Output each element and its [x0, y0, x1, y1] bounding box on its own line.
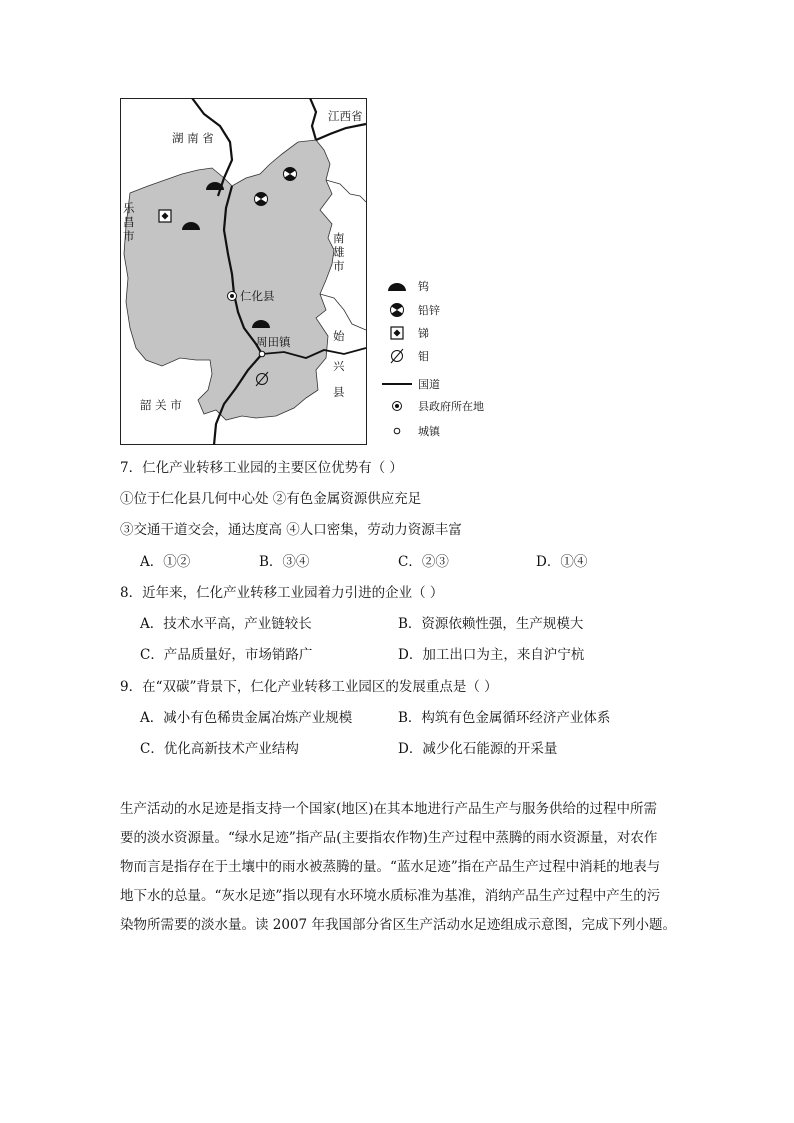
label-lechang-1: 乐 [123, 201, 135, 215]
question-7-option-c[interactable]: C．②③ [398, 554, 449, 570]
renhua-map [120, 98, 367, 445]
question-8-option-d[interactable]: D．加工出口为主，来自沪宁杭 [398, 647, 585, 663]
antimony-icon [390, 326, 404, 340]
label-zhoutian: 周田镇 [256, 335, 291, 349]
lead-zinc-icon [389, 302, 405, 318]
passage [120, 795, 680, 940]
legend-item-lead-zinc [382, 300, 440, 320]
label-shixing-3: 县 [333, 385, 345, 399]
question-7-item-2: ③交通干道交会，通达度高 ④人口密集，劳动力资源丰富 [120, 522, 462, 538]
molybdenum-icon [389, 348, 405, 364]
national-road-icon [382, 381, 412, 387]
passage-line: 物而言是指存在于土壤中的雨水被蒸腾的量。“蓝水足迹”指在产品生产过程中消耗的地表与 [120, 859, 661, 875]
legend-label: 国道 [418, 378, 440, 391]
label-renhua: 仁化县 [240, 289, 275, 303]
question-8-option-c[interactable]: C．产品质量好，市场销路广 [140, 647, 313, 663]
county-seat-dot [230, 294, 234, 298]
town-icon [259, 351, 265, 357]
label-jiangxi: 江西省 [328, 109, 363, 123]
label-nanxiong-3: 市 [333, 259, 345, 273]
question-7-item-1: ①位于仁化县几何中心处 ②有色金属资源供应充足 [120, 491, 422, 507]
tungsten-icon [386, 280, 408, 292]
passage-line: 要的淡水资源量。“绿水足迹”指产品(主要指农作物)生产过程中蒸腾的雨水资源量，对农作 [120, 830, 658, 846]
legend-item-antimony [382, 323, 429, 343]
label-hunan: 湖 南 省 [172, 131, 214, 145]
legend-item-national-road [382, 374, 440, 394]
passage-line: 生产活动的水足迹是指支持一个国家(地区)在其本地进行产品生产与服务供给的过程中所需 [120, 801, 658, 817]
question-9-option-d[interactable]: D．减少化石能源的开采量 [398, 741, 558, 757]
legend-item-county-seat [382, 396, 484, 416]
legend-label: 县政府所在地 [418, 400, 484, 413]
lead-zinc-icon [284, 167, 297, 180]
legend-item-tungsten [382, 276, 429, 296]
map-legend [382, 276, 522, 441]
label-shixing-2: 兴 [333, 359, 345, 373]
legend-label: 钼 [418, 350, 429, 363]
question-7-option-d[interactable]: D．①④ [536, 554, 588, 570]
legend-label: 锑 [418, 327, 429, 340]
question-7-stem: 7．仁化产业转移工业园的主要区位优势有（ ） [120, 460, 403, 476]
county-seat-icon [391, 400, 403, 412]
question-8-option-b[interactable]: B．资源依赖性强，生产规模大 [398, 616, 584, 632]
question-9-option-c[interactable]: C．优化高新技术产业结构 [140, 741, 299, 757]
question-9-option-a[interactable]: A．减小有色稀贵金属冶炼产业规模 [140, 710, 353, 726]
passage-line: 地下水的总量。“灰水足迹”指以现有水环境水质标准为基准，消纳产品生产过程中产生的污 [120, 888, 661, 904]
passage-line: 染物所需要的淡水量。读 2007 年我国部分省区生产活动水足迹组成示意图，完成下列小题。 [120, 917, 676, 933]
legend-item-molybdenum [382, 346, 429, 366]
legend-label: 城镇 [418, 425, 440, 438]
lead-zinc-icon [255, 192, 268, 205]
label-lechang-3: 市 [123, 229, 135, 243]
label-shixing-1: 始 [333, 329, 345, 343]
label-lechang-2: 昌 [123, 215, 135, 229]
town-icon [392, 426, 402, 436]
question-8-stem: 8．近年来，仁化产业转移工业园着力引进的企业（ ） [120, 585, 444, 601]
question-9-stem: 9．在“双碳”背景下，仁化产业转移工业园区的发展重点是（ ） [120, 679, 498, 695]
question-8-option-a[interactable]: A．技术水平高，产业链较长 [140, 616, 312, 632]
label-nanxiong-1: 南 [333, 231, 345, 245]
question-7-option-a[interactable]: A．①② [140, 554, 191, 570]
legend-label: 钨 [418, 280, 429, 293]
question-9-option-b[interactable]: B．构筑有色金属循环经济产业体系 [398, 710, 611, 726]
antimony-icon [159, 210, 171, 222]
legend-item-town [382, 421, 440, 441]
legend-label: 铅锌 [418, 304, 440, 317]
label-shaoguan: 韶 关 市 [140, 398, 182, 412]
question-7-option-b[interactable]: B．③④ [259, 554, 310, 570]
label-nanxiong-2: 雄 [333, 245, 345, 259]
